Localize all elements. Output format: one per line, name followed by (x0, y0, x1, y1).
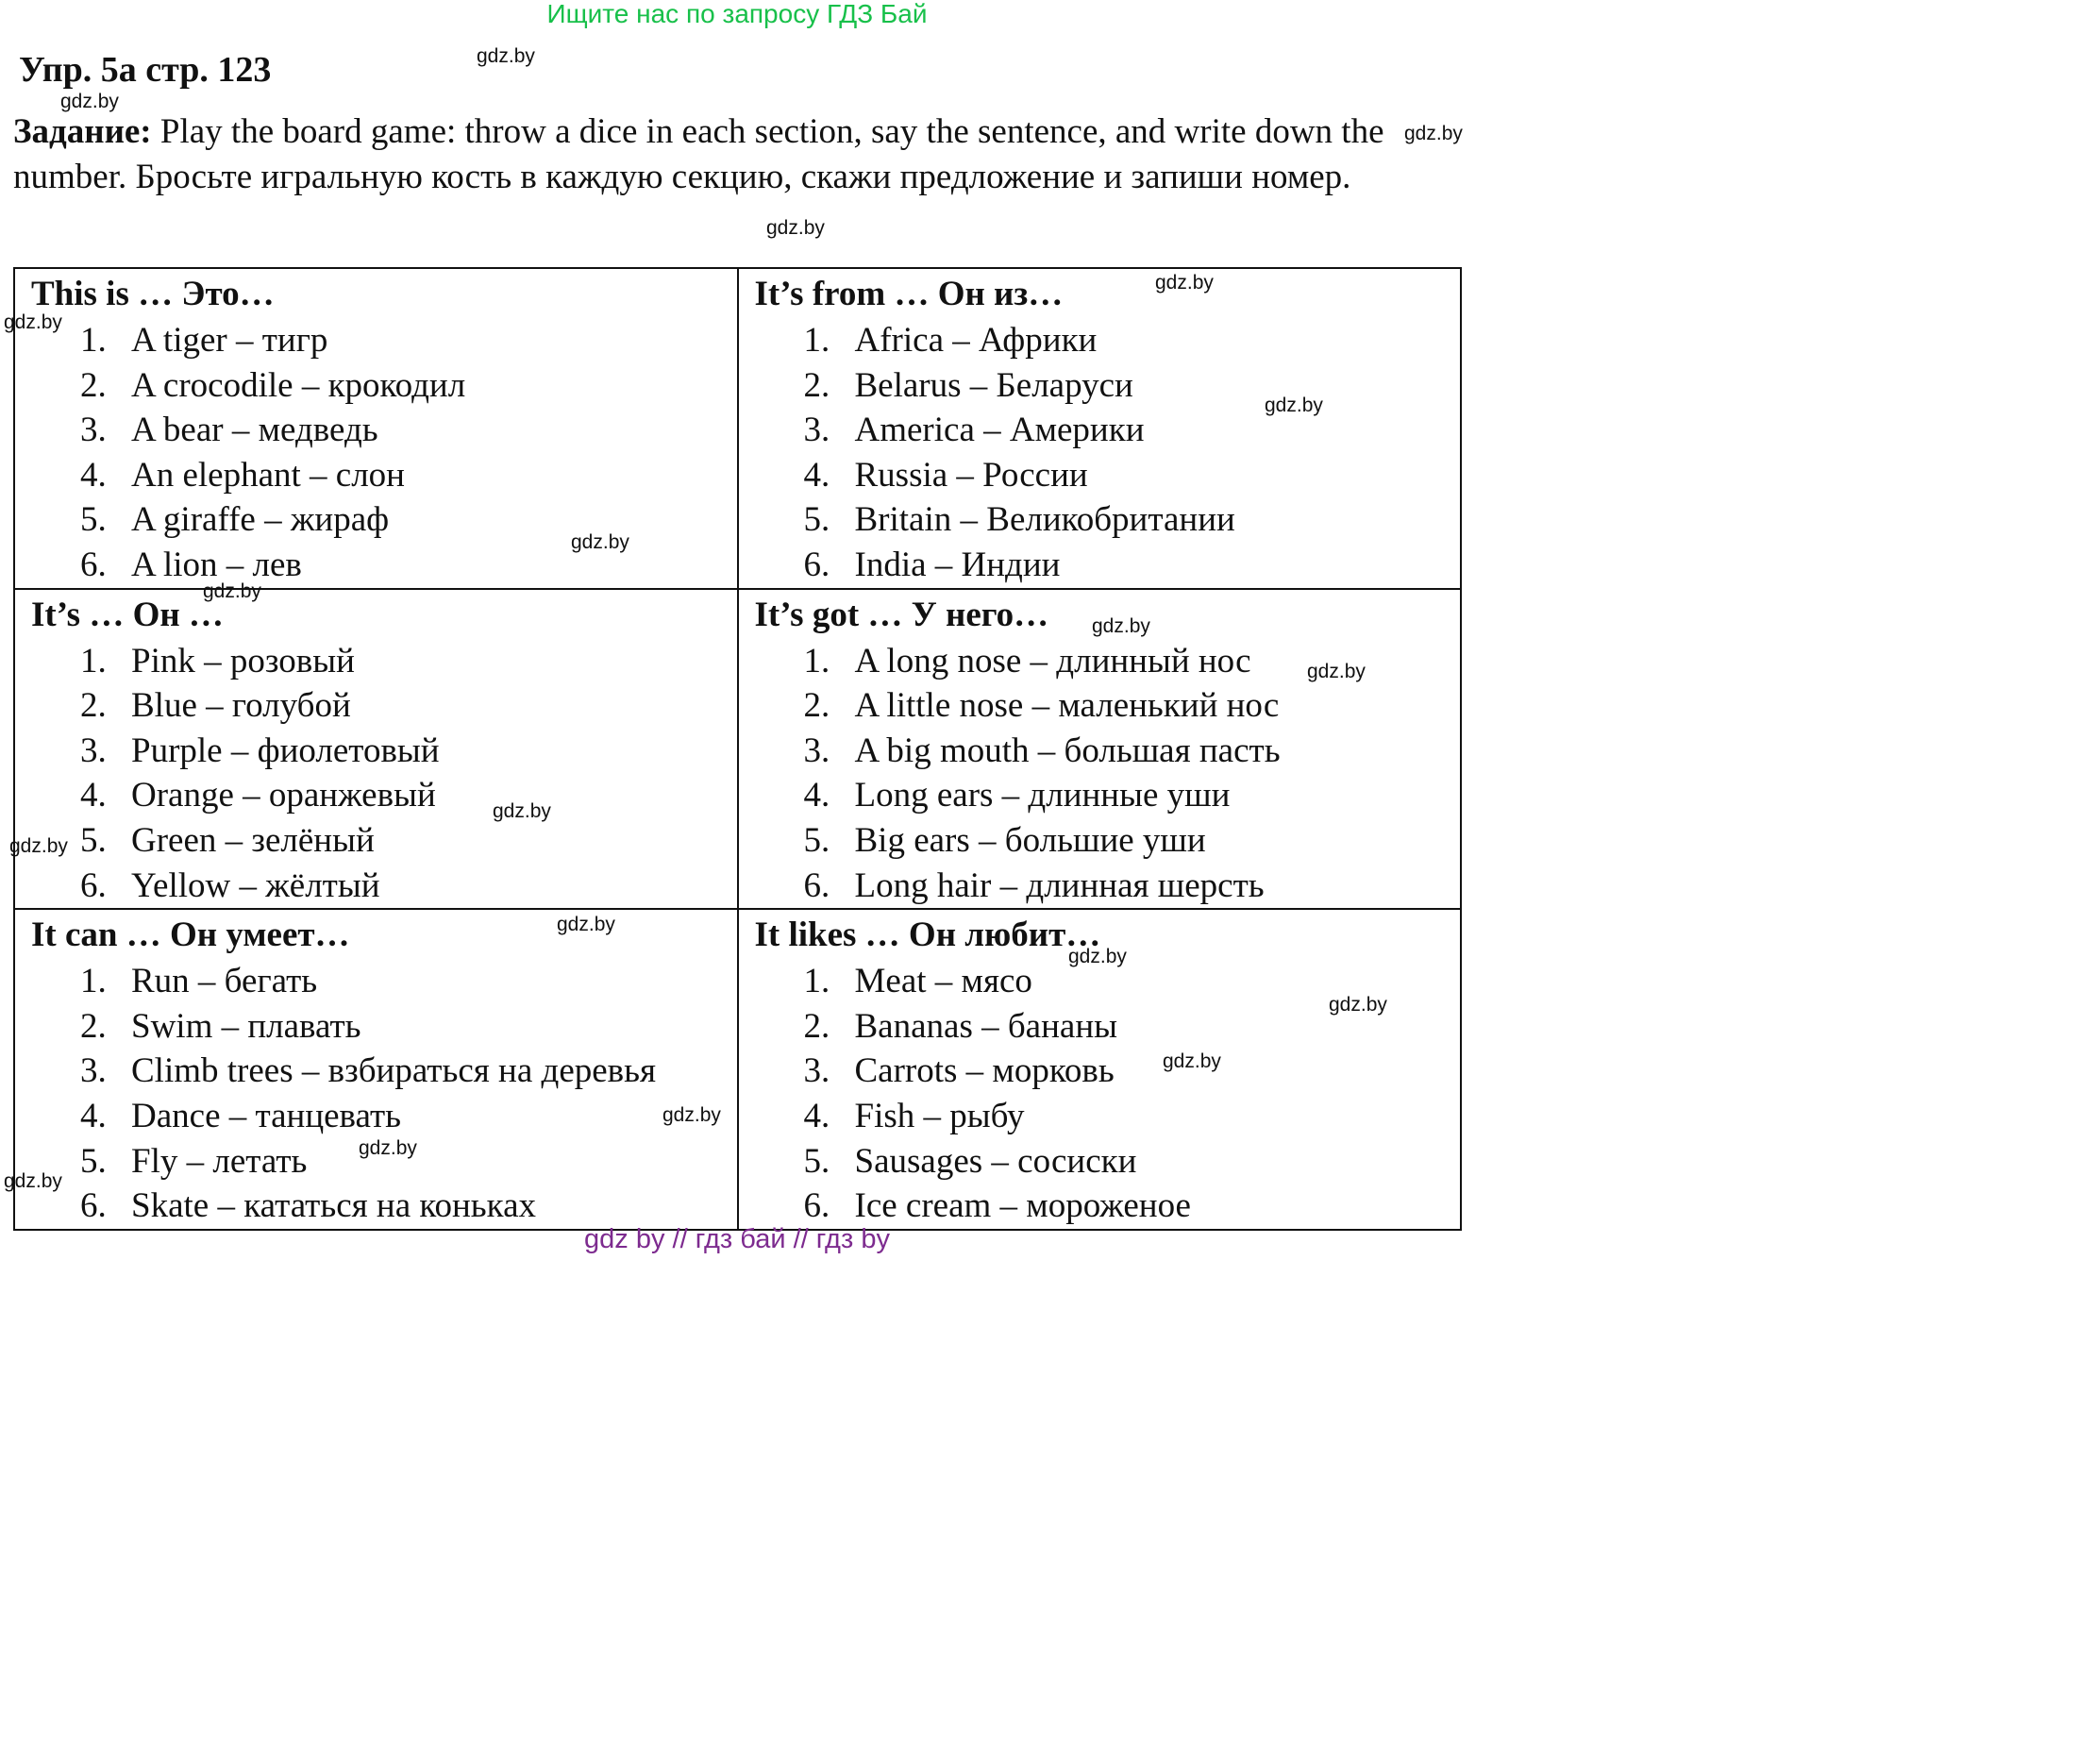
table-row (14, 909, 1461, 1230)
watermark: gdz.by (571, 531, 629, 553)
item-text: A tiger – тигр (131, 321, 328, 360)
list-item (80, 639, 737, 684)
list-item (804, 818, 1461, 864)
watermark: gdz.by (1329, 994, 1387, 1016)
item-number: 1. (803, 641, 830, 680)
watermark: gdz.by (766, 217, 825, 239)
section-heading: It likes … Он любит… (754, 916, 1101, 955)
task-description (13, 109, 1410, 200)
item-text: A big mouth – большая пасть (854, 731, 1281, 770)
item-number: 2. (80, 365, 107, 405)
section-heading: This is … Это… (31, 275, 275, 313)
item-text: Britain – Великобритании (854, 500, 1235, 540)
list-item (804, 1049, 1461, 1094)
table-row (14, 589, 1461, 910)
item-text: Carrots – морковь (854, 1051, 1115, 1091)
watermark: gdz.by (477, 45, 535, 67)
list-item (80, 818, 737, 864)
item-number: 1. (80, 962, 107, 1001)
item-text: Fish – рыбу (854, 1096, 1025, 1135)
list-item (80, 773, 737, 818)
item-text: Long hair – длинная шерсть (854, 865, 1265, 905)
item-number: 6. (803, 865, 830, 905)
list-item (80, 683, 737, 729)
item-number: 4. (80, 455, 107, 495)
list-item (804, 683, 1461, 729)
list-item (80, 497, 737, 543)
item-text: Belarus – Беларуси (854, 365, 1133, 405)
item-number: 1. (80, 321, 107, 360)
item-text: A little nose – маленький нос (854, 686, 1280, 726)
item-text: A long nose – длинный нос (854, 641, 1251, 680)
option-list (31, 318, 737, 588)
list-item (804, 453, 1461, 498)
item-number: 4. (803, 455, 830, 495)
item-number: 3. (803, 731, 830, 770)
item-text: Green – зелёный (131, 820, 375, 860)
item-number: 6. (80, 545, 107, 584)
item-text: Bananas – бананы (854, 1006, 1117, 1046)
list-item (80, 1184, 737, 1229)
item-text: A crocodile – крокодил (131, 365, 466, 405)
watermark: gdz.by (1307, 661, 1366, 682)
section-heading: It’s … Он … (31, 595, 224, 634)
item-text: Russia – России (854, 455, 1088, 495)
watermark: gdz.by (662, 1104, 721, 1126)
item-text: Swim – плавать (131, 1006, 361, 1046)
option-list (755, 318, 1461, 588)
watermark: gdz.by (557, 914, 615, 935)
item-text: Climb trees – взбираться на деревья (131, 1051, 657, 1091)
item-number: 3. (80, 731, 107, 770)
list-item (80, 1004, 737, 1050)
item-number: 2. (803, 365, 830, 405)
item-number: 6. (803, 545, 830, 584)
watermark: gdz.by (493, 800, 551, 822)
item-number: 5. (803, 1141, 830, 1181)
footer-watermark: gdz by // гдз бай // гдз by (584, 1224, 890, 1254)
item-text: A giraffe – жираф (131, 500, 390, 540)
list-item (804, 773, 1461, 818)
list-item (804, 318, 1461, 363)
item-number: 2. (80, 1006, 107, 1046)
table-row (14, 268, 1461, 589)
section-heading: It’s from … Он из… (754, 275, 1064, 313)
list-item (804, 729, 1461, 774)
list-item (804, 363, 1461, 409)
item-number: 3. (803, 1051, 830, 1091)
list-item (804, 543, 1461, 588)
search-banner: Ищите нас по запросу ГДЗ Бай (546, 0, 928, 28)
watermark: gdz.by (1155, 272, 1214, 294)
item-number: 1. (80, 641, 107, 680)
item-number: 2. (803, 1006, 830, 1046)
section-heading: It can … Он умеет… (31, 916, 350, 955)
item-text: Skate – кататься на коньках (131, 1186, 536, 1226)
watermark: gdz.by (4, 1170, 62, 1192)
item-number: 2. (80, 686, 107, 726)
item-number: 5. (80, 500, 107, 540)
item-number: 4. (803, 776, 830, 815)
list-item (804, 408, 1461, 453)
item-number: 5. (803, 500, 830, 540)
list-item (80, 543, 737, 588)
section-heading: It’s got … У него… (754, 595, 1049, 634)
item-text: Big ears – большие уши (854, 820, 1206, 860)
item-text: A bear – медведь (131, 411, 378, 450)
watermark: gdz.by (4, 311, 62, 333)
list-item (80, 729, 737, 774)
item-text: Dance – танцевать (131, 1096, 402, 1135)
task-text: Play the board game: throw a dice in each section, say the sentence, and write down the number. Бросьте игральную кость в каждую секцию, скажи предложение и запиши номер. (13, 112, 1384, 196)
list-item (804, 497, 1461, 543)
list-item (804, 1139, 1461, 1184)
item-number: 3. (80, 1051, 107, 1091)
watermark: gdz.by (9, 835, 68, 857)
watermark: gdz.by (60, 91, 119, 112)
list-item (80, 1094, 737, 1139)
item-number: 6. (803, 1186, 830, 1226)
item-text: America – Америки (854, 411, 1145, 450)
list-item (80, 959, 737, 1004)
item-text: A lion – лев (131, 545, 302, 584)
watermark: gdz.by (1092, 615, 1150, 637)
item-number: 3. (80, 411, 107, 450)
page-title: Упр. 5а стр. 123 (19, 50, 272, 90)
item-text: An elephant – слон (131, 455, 405, 495)
list-item (80, 408, 737, 453)
item-text: Pink – розовый (131, 641, 355, 680)
watermark: gdz.by (1163, 1050, 1221, 1072)
item-text: Long ears – длинные уши (854, 776, 1231, 815)
list-item (804, 1094, 1461, 1139)
item-number: 6. (80, 865, 107, 905)
board-game-table (13, 267, 1462, 1231)
watermark: gdz.by (1068, 946, 1127, 967)
list-item (80, 453, 737, 498)
item-number: 4. (80, 776, 107, 815)
watermark: gdz.by (1265, 395, 1323, 416)
item-text: Africa – Африки (854, 321, 1098, 360)
list-item (804, 1184, 1461, 1229)
item-number: 4. (803, 1096, 830, 1135)
task-label: Задание: (13, 112, 152, 151)
item-number: 4. (80, 1096, 107, 1135)
watermark: gdz.by (359, 1137, 417, 1159)
list-item (804, 864, 1461, 909)
item-number: 1. (803, 962, 830, 1001)
item-number: 5. (80, 820, 107, 860)
item-number: 6. (80, 1186, 107, 1226)
item-text: Orange – оранжевый (131, 776, 436, 815)
list-item (80, 864, 737, 909)
item-text: Ice cream – мороженое (854, 1186, 1191, 1226)
item-text: Yellow – жёлтый (131, 865, 380, 905)
option-list (31, 639, 737, 909)
item-text: Blue – голубой (131, 686, 351, 726)
list-item (80, 363, 737, 409)
list-item (80, 1049, 737, 1094)
section-its-color (14, 589, 738, 910)
item-text: Fly – летать (131, 1141, 308, 1181)
item-number: 3. (803, 411, 830, 450)
item-text: Run – бегать (131, 962, 318, 1001)
item-text: Sausages – сосиски (854, 1141, 1137, 1181)
item-text: Meat – мясо (854, 962, 1032, 1001)
option-list (31, 959, 737, 1229)
section-its-from (738, 268, 1462, 589)
section-it-can (14, 909, 738, 1230)
item-number: 1. (803, 321, 830, 360)
item-number: 5. (803, 820, 830, 860)
list-item (80, 318, 737, 363)
watermark: gdz.by (203, 580, 261, 602)
watermark: gdz.by (1404, 123, 1463, 144)
item-number: 2. (803, 686, 830, 726)
item-text: India – Индии (854, 545, 1061, 584)
item-number: 5. (80, 1141, 107, 1181)
item-text: Purple – фиолетовый (131, 731, 440, 770)
